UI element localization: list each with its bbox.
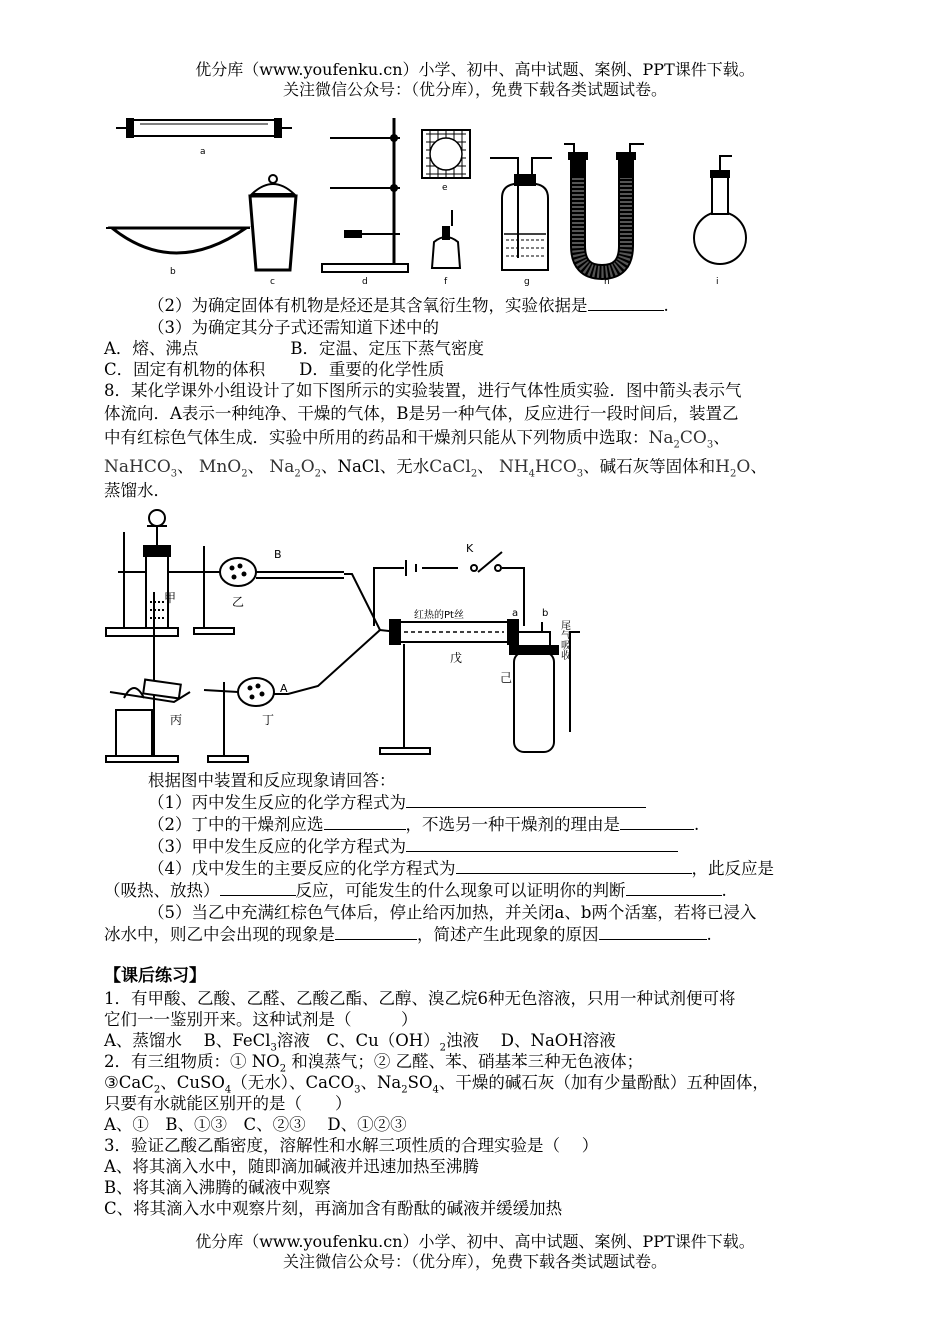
sub: 2 [153, 1084, 161, 1096]
footer-line-1: 优分库（www.youfenku.cn）小学、初中、高中试题、案例、PPT课件下载。 [195, 1232, 755, 1251]
label-ji: 己 [500, 671, 513, 685]
apparatus-c-jar [250, 175, 296, 287]
label-d: d [362, 277, 368, 287]
label-f: f [444, 277, 448, 287]
separator: 、 [477, 457, 494, 476]
label-A: A [280, 682, 288, 695]
apparatus-g-bottle [490, 158, 552, 287]
hw-q2-b: ③CaC [104, 1073, 154, 1092]
hw-q3-option-c: C、将其滴入水中观察片刻，再滴加含有酚酞的碱液并缓缓加热 [104, 1199, 563, 1218]
q8-sub-1 [148, 792, 908, 813]
sub: 2 [439, 1042, 447, 1054]
hw-q2-a: 2．有三组物质：① NO [104, 1052, 280, 1071]
q8-sub-2-text-b: ，不选另一种干燥剂的理由是 [405, 815, 620, 834]
sub: 3 [354, 1084, 361, 1096]
header-line-2: 关注微信公众号：（优分库），免费下载各类试题试卷。 [282, 80, 667, 99]
hw-q1-line-1: 1．有甲酸、乙酸、乙醛、乙酸乙酯、乙醇、溴乙烷6种无色溶液，只用一种试剂便可将 [104, 989, 736, 1008]
separator: 、 [713, 428, 730, 447]
q8-sub-3-text: （3）甲中发生反应的化学方程式为 [148, 837, 406, 856]
hw-q2-a2: 和溴蒸气；② 乙醛、苯、硝基苯三种无色液体； [286, 1052, 644, 1071]
hw-q3-line: 3．验证乙酸乙酯密度，溶解性和水解三项性质的合理实验是（ ） [104, 1136, 599, 1155]
label-b-valve: b [542, 608, 549, 619]
q7-part3: （3）为确定其分子式还需知道下述中的 [148, 318, 439, 337]
hw-q1-opt-d: 浊液 D、NaOH溶液 [446, 1031, 616, 1050]
label-bing: 丙 [170, 713, 183, 727]
chem-cacl2: CaCl$_2$ [429, 457, 478, 480]
q8-sub-4-cont [104, 880, 864, 901]
apparatus-b-dish [106, 228, 250, 277]
q8-sub-4-blank-1[interactable] [456, 859, 692, 874]
q7-part2 [148, 295, 908, 316]
q8-sub-4-text-b: ，此反应是 [691, 859, 774, 878]
q8-sub-4-text-d: 反应，可能发生的什么现象可以证明你的判断 [295, 881, 626, 900]
hw-q2-b6: 、干燥的碱石灰（加有少量酚酞）五种固体， [438, 1073, 769, 1092]
q8-sub-4-blank-2[interactable] [220, 881, 296, 896]
q8-line-4-tail: 、碱石灰等固体和 [583, 457, 716, 476]
hw-q2-b5: SO [407, 1073, 433, 1092]
period: . [706, 925, 712, 944]
chem-nh4hco3: $NH_4HCO_3$ [498, 457, 584, 480]
q7-option-b: B．定温、定压下蒸气密度 [290, 339, 485, 358]
label-h: h [604, 277, 610, 287]
q8-line-2: 体流向．A表示一种纯净、干燥的气体，B是另一种气体，反应进行一段时间后，装置乙 [104, 404, 739, 423]
q7-part2-text: （2）为确定固体有机物是烃还是其含氧衍生物，实验依据是 [148, 296, 588, 315]
q8-sub-5-text-b: 冰水中，则乙中会出现的现象是 [104, 925, 335, 944]
label-wu: 戊 [450, 651, 463, 665]
hw-q3-option-b: B、将其滴入沸腾的碱液中观察 [104, 1178, 331, 1197]
apparatus-d-stand [322, 118, 408, 287]
label-K: K [466, 542, 474, 555]
header-line-1: 优分库（www.youfenku.cn）小学、初中、高中试题、案例、PPT课件下载。 [195, 60, 755, 79]
label-g: g [524, 277, 530, 287]
q7-part2-end: . [663, 296, 669, 315]
label-B: B [274, 548, 282, 561]
hw-q2-b2: 、CuSO [160, 1073, 225, 1092]
q8-intro: 根据图中装置和反应现象请回答： [148, 771, 396, 790]
q8-sub-2-blank-1[interactable] [324, 815, 406, 830]
apparatus-h-utube [564, 144, 644, 287]
label-a: a [200, 147, 206, 157]
hw-q3-option-a: A、将其滴入水中，随即滴加碱液并迅速加热至沸腾 [104, 1157, 479, 1176]
sub: 4 [432, 1084, 439, 1096]
q8-line-1: 8．某化学课外小组设计了如下图所示的实验装置，进行气体性质实验．图中箭头表示气 [104, 381, 742, 400]
q8-sub-3 [148, 836, 908, 857]
apparatus-a-tube [116, 118, 292, 157]
period: . [721, 881, 727, 900]
q8-sub-5-text-c: ，简述产生此现象的原因 [417, 925, 599, 944]
homework-title: 【课后练习】 [104, 966, 206, 986]
label-tail: 尾气吸收 [558, 620, 570, 660]
label-yi: 乙 [232, 595, 245, 609]
q8-sub-5-cont [104, 924, 864, 945]
separator: 、 [177, 457, 194, 476]
q8-sub-3-blank[interactable] [406, 837, 678, 852]
hw-q1-opt-c: 溶液 C、Cu（OH） [276, 1031, 440, 1050]
q7-option-c: C．固定有机物的体积 [104, 360, 266, 379]
chem-na2co3: $Na_2CO_3$ [648, 428, 714, 451]
separator: 、 [750, 457, 767, 476]
hw-q2-line-3: 只要有水就能区别开的是（ ） [104, 1094, 352, 1113]
q8-sub-5-blank-1[interactable] [335, 925, 417, 940]
chem-h2o: $H_2O$ [715, 457, 751, 480]
sub: 3 [270, 1042, 277, 1054]
q7-option-a: A．熔、沸点 [104, 339, 199, 358]
footer-line-2: 关注微信公众号：（优分库），免费下载各类试题试卷。 [282, 1252, 667, 1271]
q8-sub-5-blank-2[interactable] [599, 925, 707, 940]
q8-sub-4 [148, 858, 908, 879]
q8-sub-2 [148, 814, 908, 835]
q7-options-cd [104, 359, 864, 380]
hw-q2-b3: （无水）、CaCO [231, 1073, 355, 1092]
separator: 、 [247, 457, 265, 476]
sub: 4 [224, 1084, 232, 1096]
q7-options-ab [104, 338, 864, 359]
label-a-valve: a [512, 608, 519, 619]
hw-q1-opt-ab: A、蒸馏水 B、FeCl [104, 1031, 271, 1050]
sub: 2 [401, 1084, 408, 1096]
chem-na2o2: $Na_2O_2$ [269, 457, 322, 480]
q8-line-3 [104, 427, 864, 455]
label-c: c [270, 277, 275, 287]
q7-option-d: D．重要的化学性质 [299, 360, 445, 379]
q8-line-3-text: 中有红棕色气体生成．实验中所用的药品和干燥剂只能从下列物质中选取： [104, 428, 649, 447]
hw-q2-options: A、① B、①③ C、②③ D、①②③ [104, 1115, 407, 1134]
label-i: i [716, 277, 719, 287]
q8-sub-2-text: （2）丁中的干燥剂应选 [148, 815, 324, 834]
apparatus-figure-1 [104, 108, 784, 290]
apparatus-e-gauze [422, 130, 470, 193]
apparatus-f-lamp [432, 210, 460, 287]
q8-sub-4-text: （4）戊中发生的主要反应的化学方程式为 [148, 859, 456, 878]
chem-nahco3: NaHCO$_3$ [104, 457, 178, 480]
label-e: e [442, 183, 448, 193]
q7-part2-blank[interactable] [588, 296, 664, 311]
q8-nacl-text: 、NaCl、无水 [321, 457, 430, 476]
chem-mno2: MnO$_2$ [198, 457, 248, 480]
q8-sub-2-blank-2[interactable] [620, 815, 694, 830]
apparatus-i-flask [694, 156, 746, 287]
q8-sub-5: （5）当乙中充满红棕色气体后，停止给丙加热，并关闭a、b两个活塞，若将已浸入 [148, 903, 757, 922]
q8-sub-4-blank-3[interactable] [626, 881, 722, 896]
label-ding: 丁 [262, 713, 275, 727]
q8-line-5: 蒸馏水． [104, 481, 170, 500]
hw-q1-line-2: 它们一一鉴别开来。这种试剂是（ ） [104, 1010, 418, 1029]
q8-sub-1-blank[interactable] [406, 793, 646, 808]
period: . [694, 815, 700, 834]
apparatus-figure-2 [104, 502, 624, 764]
q8-sub-1-text: （1）丙中发生反应的化学方程式为 [148, 793, 406, 812]
label-jia: 甲 [164, 591, 177, 605]
label-b: b [170, 267, 176, 277]
sub: 2 [279, 1063, 287, 1075]
label-pt: 红热的Pt丝 [414, 610, 464, 621]
hw-q2-b4: 、Na [360, 1073, 402, 1092]
q8-sub-4-text-c: （吸热、放热） [104, 881, 220, 900]
